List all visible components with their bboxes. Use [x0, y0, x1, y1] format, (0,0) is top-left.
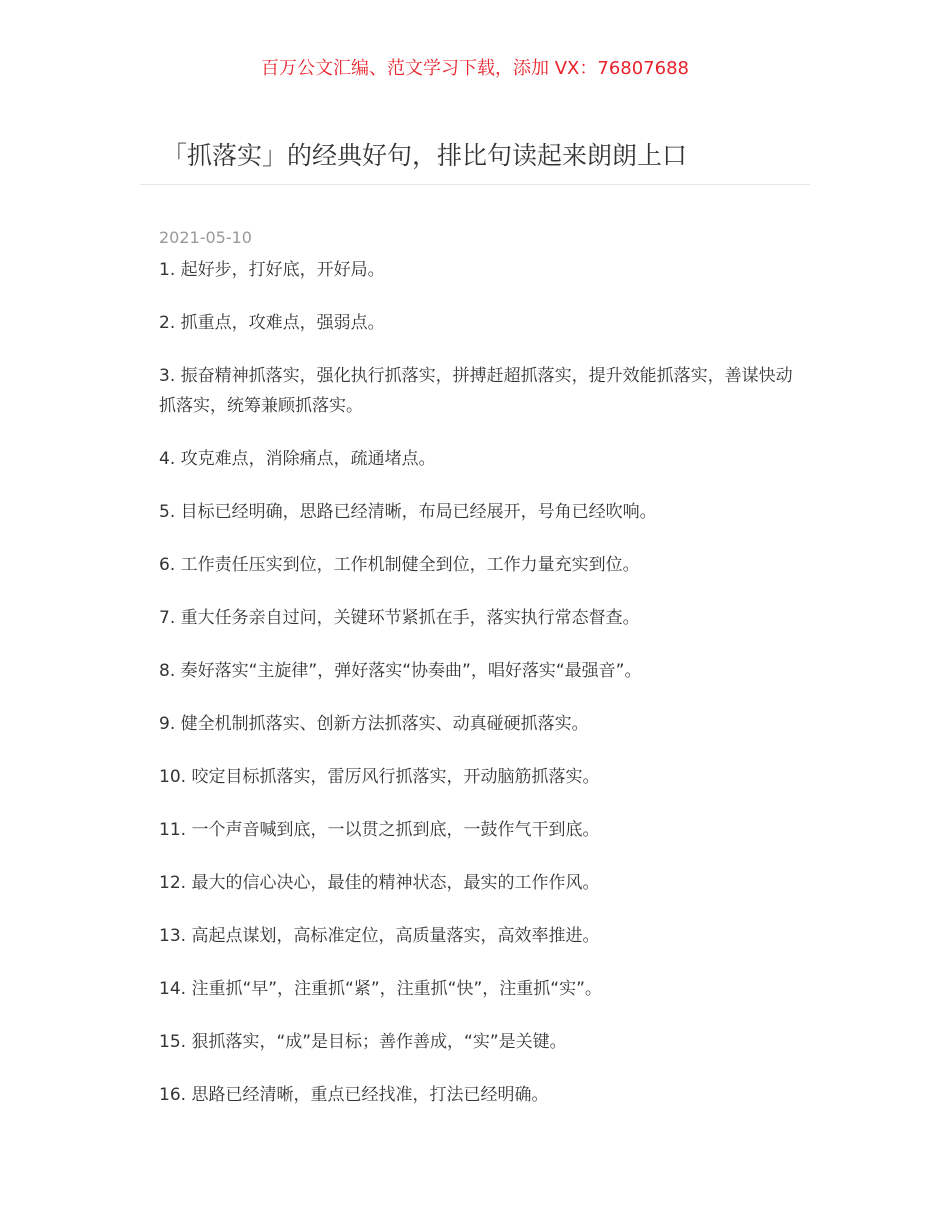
list-item: 14. 注重抓“早”，注重抓“紧”，注重抓“快”，注重抓“实”。	[159, 979, 602, 999]
list-item: 12. 最大的信心决心，最佳的精神状态，最实的工作作风。	[159, 873, 600, 893]
title-divider	[140, 184, 810, 185]
list-item: 13. 高起点谋划，高标准定位，高质量落实，高效率推进。	[159, 926, 600, 946]
list-item: 5. 目标已经明确，思路已经清晰，布局已经展开，号角已经吹响。	[159, 502, 657, 522]
list-item: 15. 狠抓落实，“成”是目标；善作善成，“实”是关键。	[159, 1032, 567, 1052]
list-item: 6. 工作责任压实到位，工作机制健全到位，工作力量充实到位。	[159, 555, 640, 575]
list-item: 16. 思路已经清晰，重点已经找准，打法已经明确。	[159, 1085, 549, 1105]
article-title: 「抓落实」的经典好句，排比句读起来朗朗上口	[162, 141, 688, 170]
list-item: 11. 一个声音喊到底，一以贯之抓到底，一鼓作气干到底。	[159, 820, 600, 840]
sentence-list	[159, 255, 799, 1133]
watermark-banner: 百万公文汇编、范文学习下载，添加 VX：76807688	[261, 58, 689, 79]
list-item: 10. 咬定目标抓落实，雷厉风行抓落实，开动脑筋抓落实。	[159, 767, 600, 787]
list-item: 3. 振奋精神抓落实，强化执行抓落实，拼搏赶超抓落实，提升效能抓落实，善谋快动抓落实，统筹兼顾抓落实。	[159, 366, 793, 416]
list-item: 4. 攻克难点，消除痛点，疏通堵点。	[159, 449, 436, 469]
list-item: 1. 起好步，打好底，开好局。	[159, 260, 385, 280]
list-item: 8. 奏好落实“主旋律”，弹好落实“协奏曲”，唱好落实“最强音”。	[159, 661, 642, 681]
list-item: 9. 健全机制抓落实、创新方法抓落实、动真碰硬抓落实。	[159, 714, 589, 734]
list-item: 2. 抓重点，攻难点，强弱点。	[159, 313, 385, 333]
list-item: 7. 重大任务亲自过问，关键环节紧抓在手，落实执行常态督查。	[159, 608, 640, 628]
publish-date: 2021-05-10	[159, 228, 252, 247]
